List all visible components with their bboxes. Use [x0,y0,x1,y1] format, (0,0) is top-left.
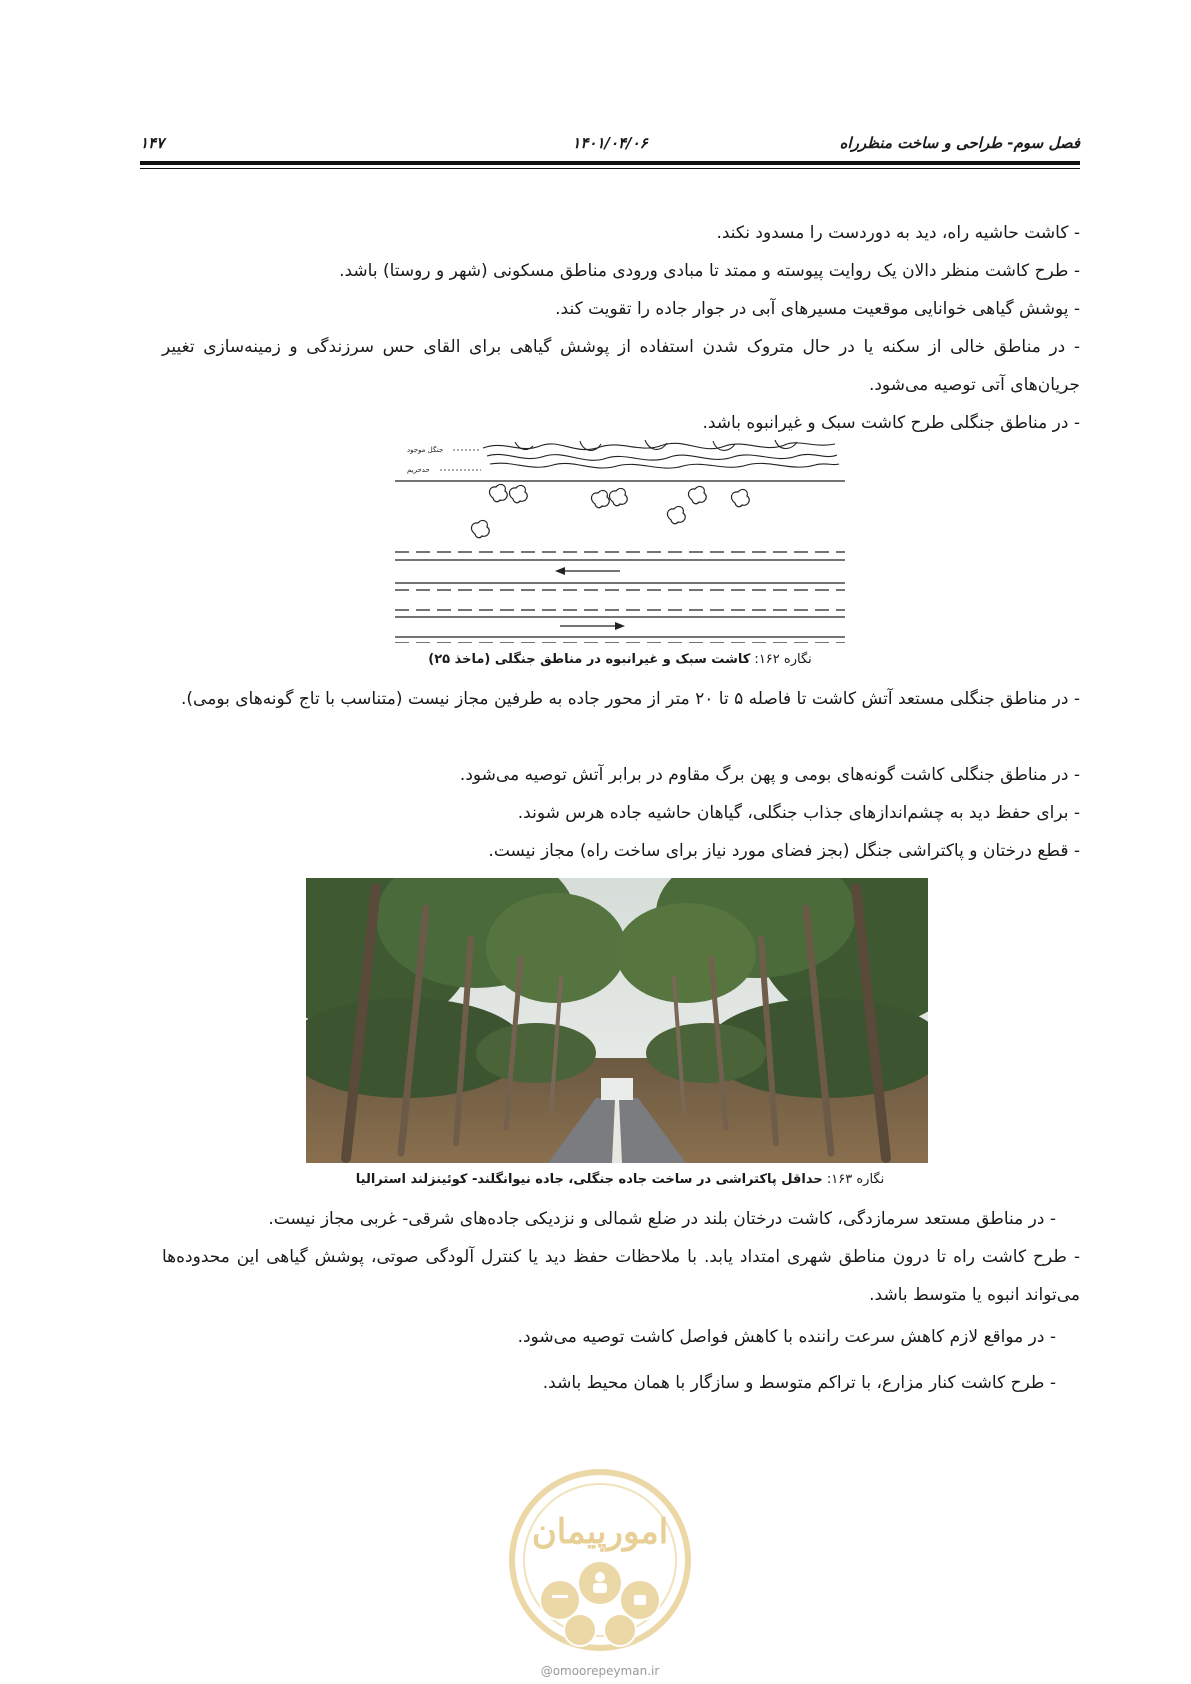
header-date: ۱۴۰۱/۰۴/۰۶ [572,134,648,152]
header-rule-thick [140,161,1080,165]
bullet-1: - کاشت حاشیه راه، دید به دوردست را مسدود نکند. [716,223,1080,243]
bullet-9: - قطع درختان و پاکتراشی جنگل (بجز فضای مورد نیاز برای ساخت راه) مجاز نیست. [488,841,1080,861]
forest-edge-scribble [483,440,839,468]
page-number: ۱۴۷ [140,134,165,152]
bullet-2: - طرح کاشت منظر دالان یک روایت پیوسته و ممتد تا مبادی ورودی مناطق مسکونی (شهر و روستا) باشد. [339,261,1080,281]
bullet-13: - طرح کاشت کنار مزارع، با تراکم متوسط و سازگار با همان محیط باشد. [542,1373,1056,1393]
caption-prefix-2: نگاره ۱۶۳: [822,1172,885,1187]
bullet-4: - در مناطق خالی از سکنه یا در حال متروک شدن استفاده از پوشش گیاهی برای القای حس سرزندگی و زمینه‌سازی تغییر جریان‌های آتی توصیه می‌شود. [162,337,1080,395]
bullet-11: - طرح کاشت راه تا درون مناطق شهری امتداد یابد. با ملاحظات حفظ دید یا کنترل آلودگی صوتی، پوشش گیاهی این محدوده‌ها می‌تواند انبوه یا متوسط باشد. [162,1247,1080,1305]
bullet-7: - در مناطق جنگلی کاشت گونه‌های بومی و پهن برگ مقاوم در برابر آتش توصیه می‌شود. [459,765,1080,785]
bullet-10: - در مناطق مستعد سرمازدگی، کاشت درختان بلند در ضلع شمالی و نزدیکی جاده‌های شرقی- غربی مجاز نیست. [268,1209,1056,1229]
figure-163-caption [320,1172,920,1187]
watermark-logo [505,1465,695,1665]
bullet-3: - پوشش گیاهی خوانایی موقعیت مسیرهای آبی در جوار جاده را تقویت کند. [555,299,1080,319]
caption-title-2: حداقل پاکتراشی در ساخت جاده جنگلی، جاده نیوانگلند- کوئینزلند استرالیا [355,1172,823,1187]
label-right-of-way: حدحریم [407,466,430,474]
chapter-title: فصل سوم- طراحی و ساخت منظرراه [839,134,1080,152]
figure-162-sketch [395,438,845,643]
logo-lettering: امورپیمان [531,1512,669,1552]
bullet-8: - برای حفظ دید به چشم‌اندازهای جذاب جنگلی، گیاهان حاشیه جاده هرس شوند. [517,803,1080,823]
header-rule-thin [140,168,1080,169]
label-existing-forest: جنگل موجود [407,446,444,454]
figure-163-photo [306,878,928,1163]
caption-title: کاشت سبک و غیرانبوه در مناطق جنگلی (ماخذ ۲۵) [428,652,751,667]
bullet-5: - در مناطق جنگلی طرح کاشت سبک و غیرانبوه باشد. [702,413,1080,433]
watermark-site: @omoorepeyman.ir [540,1664,660,1678]
bullet-12: - در مواقع لازم کاهش سرعت راننده با کاهش فواصل کاشت توصیه می‌شود. [517,1327,1056,1347]
bullet-6: - در مناطق جنگلی مستعد آتش کاشت تا فاصله ۵ تا ۲۰ متر از محور جاده به طرفین مجاز نیست (متناسب با تاج گونه‌های بومی). [181,689,1080,709]
figure-162-caption [380,652,860,667]
caption-prefix: نگاره ۱۶۲: [750,652,812,667]
traffic-arrow-right [560,622,625,630]
traffic-arrow-left [555,567,620,575]
shrub-symbols [471,484,749,537]
road-lanes [395,552,845,643]
